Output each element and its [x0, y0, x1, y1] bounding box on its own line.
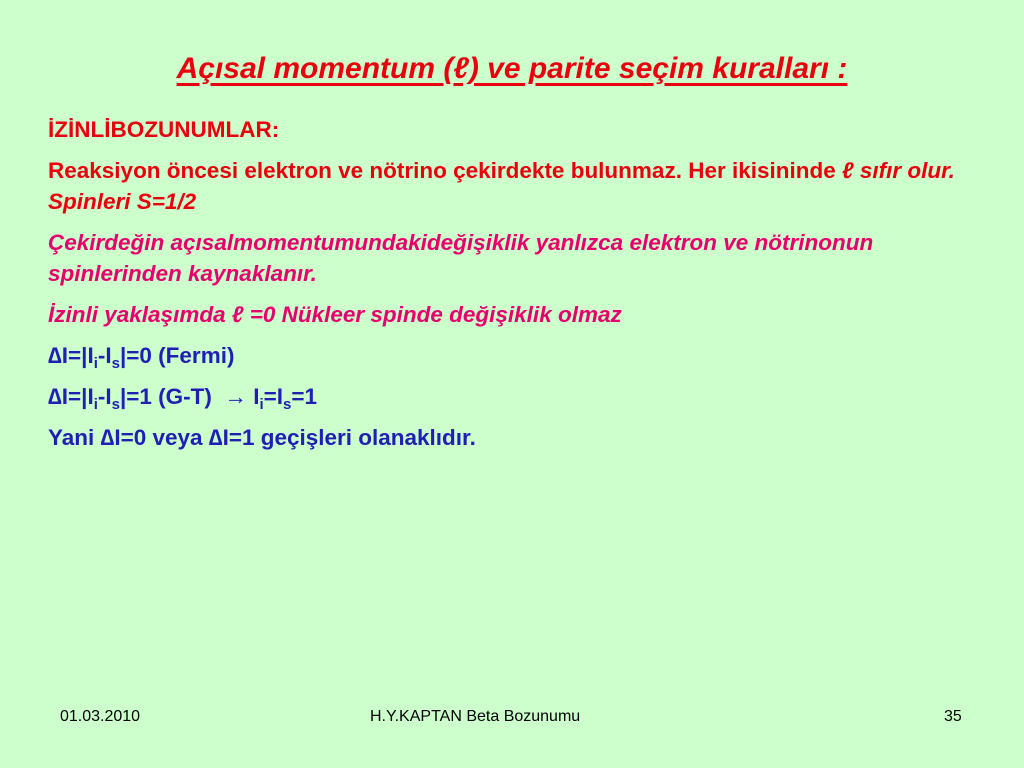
rule-gt-d: I	[253, 384, 260, 409]
summary-c: I=1 geçişleri olanaklıdır.	[222, 425, 476, 450]
footer-page-number: 35	[944, 708, 962, 725]
rule-fermi	[48, 340, 968, 371]
rule-fermi-b: -I	[97, 343, 112, 368]
subscript-i: i	[93, 396, 98, 413]
rule-gt-f: =1	[291, 384, 318, 409]
paragraph-reaction-italic: ℓ sıfır olur. Spinleri S=1/2	[48, 158, 955, 214]
summary-line	[48, 422, 968, 453]
subscript-s: s	[283, 396, 292, 413]
rule-gamow-teller	[48, 381, 968, 412]
paragraph-reaction	[48, 155, 968, 217]
delta-symbol: ∆	[48, 343, 62, 368]
rule-gt-c: |=1 (G-T)	[119, 384, 212, 409]
footer-author: H.Y.KAPTAN Beta Bozunumu	[370, 708, 581, 725]
summary-a: Yani	[48, 425, 101, 450]
rule-gt-a: I=|I	[61, 384, 94, 409]
section-heading: İZİNLİBOZUNUMLAR:	[48, 117, 280, 142]
subscript-s: s	[111, 355, 120, 372]
rule-gt-e: =I	[263, 384, 284, 409]
delta-symbol: ∆	[100, 425, 115, 450]
rule-fermi-a: I=|I	[61, 343, 94, 368]
rule-fermi-c: |=0 (Fermi)	[119, 343, 235, 368]
footer-date: 01.03.2010	[60, 708, 141, 725]
subscript-i: i	[259, 396, 264, 413]
subscript-i: i	[93, 355, 98, 372]
paragraph-allowed-approx: İzinli yaklaşımda ℓ =0 Nükleer spinde değişiklik olmaz	[48, 302, 622, 327]
subscript-s: s	[111, 396, 120, 413]
paragraph-reaction-text: Reaksiyon öncesi elektron ve nötrino çekirdekte bulunmaz. Her ikisininde	[48, 158, 842, 183]
rule-gt-b: -I	[97, 384, 112, 409]
summary-b: I=0 veya	[114, 425, 209, 450]
paragraph-angular-momentum: Çekirdeğin açısalmomentumundakideğişiklik yanlızca elektron ve nötrinonun spinlerinden kaynaklanır.	[48, 230, 874, 286]
delta-symbol: ∆	[48, 384, 62, 409]
delta-symbol: ∆	[208, 425, 223, 450]
slide-body	[48, 114, 968, 463]
slide-title: Açısal momentum (ℓ) ve parite seçim kuralları :	[176, 52, 848, 85]
arrow-right-icon: →	[224, 384, 247, 409]
